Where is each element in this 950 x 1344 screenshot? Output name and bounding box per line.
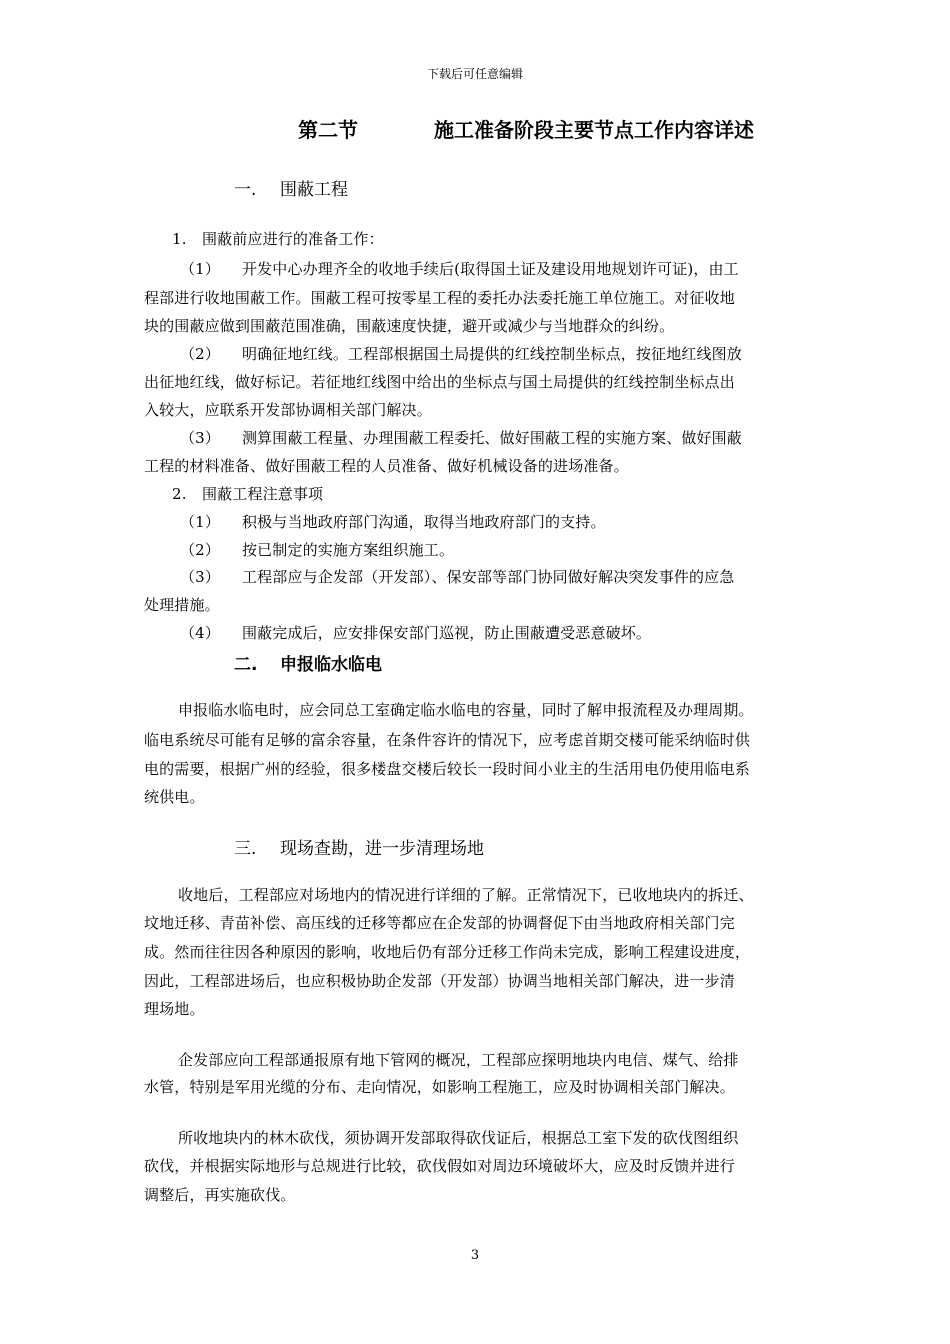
note-2: （2） 按已制定的实施方案组织施工。 bbox=[180, 541, 455, 559]
s3-para-3-line-1: 所收地块内的林木砍伐，须协调开发部取得砍伐证后，根据总工室下发的砍伐图组织 bbox=[178, 1129, 739, 1147]
s3-para-1-line-1: 收地后，工程部应对场地内的情况进行详细的了解。正常情况下，已收地块内的拆迁、 bbox=[178, 886, 754, 904]
note-3-line-1: （3） 工程部应与企发部（开发部）、保安部等部门协同做好解决突发事件的应急 bbox=[180, 568, 735, 586]
s3-para-1-line-2: 坟地迁移、青苗补偿、高压线的迁移等都应在企发部的协调督促下由当地政府相关部门完 bbox=[144, 914, 735, 932]
s3-para-1-line-3: 成。然而往往因各种原因的影响，收地后仍有部分迁移工作尚未完成，影响工程建设进度， bbox=[144, 943, 751, 961]
title-text: 施工准备阶段主要节点工作内容详述 bbox=[434, 118, 754, 142]
note-4: （4） 围蔽完成后，应安排保安部门巡视，防止围蔽遭受恶意破坏。 bbox=[180, 624, 652, 642]
s3-para-1-line-4: 因此，工程部进场后，也应积极协助企发部（开发部）协调当地相关部门解决，进一步清 bbox=[144, 972, 735, 990]
s2-line-2: 临电系统尽可能有足够的富余容量，在条件容许的情况下，应考虑首期交楼可能采纳临时供 bbox=[144, 731, 751, 749]
para-2-line-2: 出征地红线，做好标记。若征地红线图中给出的坐标点与国土局提供的红线控制坐标点出 bbox=[144, 373, 735, 391]
section-heading-2: 二. 申报临水临电 bbox=[234, 655, 382, 675]
section-heading-3: 三. 现场查勘，进一步清理场地 bbox=[234, 839, 484, 859]
s2-line-4: 统供电。 bbox=[144, 788, 205, 806]
s3-para-2-line-1: 企发部应向工程部通报原有地下管网的概况，工程部应探明地块内电信、煤气、给排 bbox=[178, 1051, 739, 1069]
s2-line-3: 电的需要，根据广州的经验，很多楼盘交楼后较长一段时间小业主的生活用电仍使用临电系 bbox=[144, 760, 751, 778]
s3-para-1-line-5: 理场地。 bbox=[144, 1000, 205, 1018]
s2-line-1: 申报临水临电时，应会同总工室确定临水临电的容量，同时了解申报流程及办理周期。 bbox=[178, 701, 754, 719]
para-1-line-1: （1） 开发中心办理齐全的收地手续后(取得国土证及建设用地规划许可证)，由工 bbox=[180, 260, 739, 278]
item-2: 2. 围蔽工程注意事项 bbox=[172, 485, 324, 503]
para-1-line-2: 程部进行收地围蔽工作。围蔽工程可按零星工程的委托办法委托施工单位施工。对征收地 bbox=[144, 289, 735, 307]
s3-para-3-line-3: 调整后，再实施砍伐。 bbox=[144, 1186, 296, 1204]
para-1-line-3: 块的围蔽应做到围蔽范围准确，围蔽速度快捷，避开或减少与当地群众的纠纷。 bbox=[144, 317, 675, 335]
s3-para-3-line-2: 砍伐，并根据实际地形与总规进行比较，砍伐假如对周边环境破坏大，应及时反馈并进行 bbox=[144, 1157, 735, 1175]
page-title bbox=[298, 114, 754, 143]
para-3-line-2: 工程的材料准备、做好围蔽工程的人员准备、做好机械设备的进场准备。 bbox=[144, 457, 629, 475]
header-note: 下载后可任意编辑 bbox=[426, 67, 523, 81]
section-heading-1: 一. 围蔽工程 bbox=[234, 180, 348, 200]
title-section: 第二节 bbox=[298, 118, 358, 142]
para-2-line-3: 入较大，应联系开发部协调相关部门解决。 bbox=[144, 401, 432, 419]
para-2-line-1: （2） 明确征地红线。工程部根据国土局提供的红线控制坐标点，按征地红线图放 bbox=[180, 345, 742, 363]
item-1: 1. 围蔽前应进行的准备工作： bbox=[172, 230, 384, 248]
s3-para-2-line-2: 水管，特别是军用光缆的分布、走向情况，如影响工程施工，应及时协调相关部门解决。 bbox=[144, 1078, 735, 1096]
para-3-line-1: （3） 测算围蔽工程量、办理围蔽工程委托、做好围蔽工程的实施方案、做好围蔽 bbox=[180, 429, 742, 447]
note-3-line-2: 处理措施。 bbox=[144, 596, 220, 614]
page-number: 3 bbox=[470, 1248, 480, 1263]
note-1: （1） 积极与当地政府部门沟通，取得当地政府部门的支持。 bbox=[180, 513, 606, 531]
